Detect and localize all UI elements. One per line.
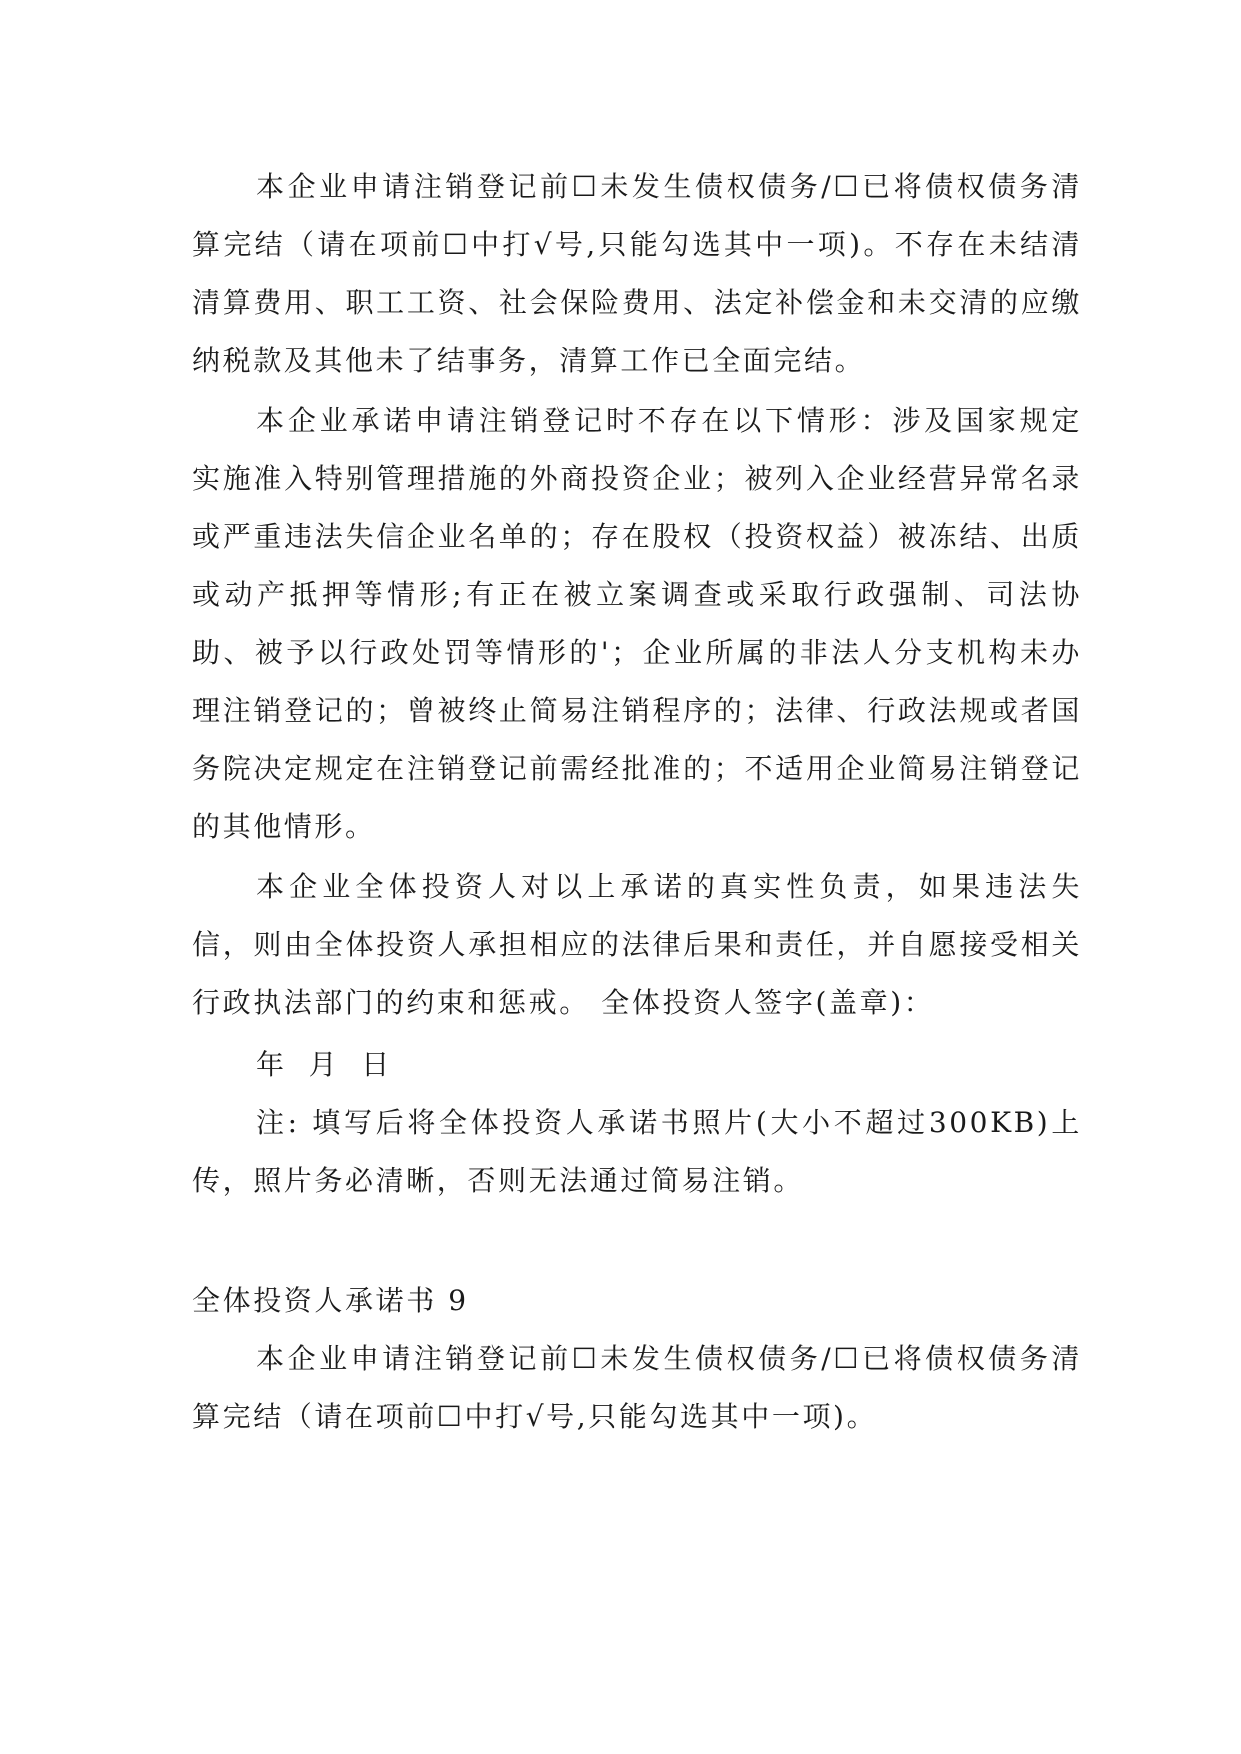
date-year: 年	[256, 1048, 287, 1081]
document-page	[192, 158, 1082, 1446]
section-clearance-paragraph: 本企业申请注销登记前☐未发生债权债务/☐已将债权债务清算完结（请在项前☐中打√号,只能勾选其中一项)。	[192, 1342, 1082, 1433]
upload-note: 注: 填写后将全体投资人承诺书照片(大小不超过300KB)上传，照片务必清晰，否则无法通过简易注销。	[192, 1106, 1082, 1197]
date-month: 月	[308, 1048, 340, 1081]
exclusion-paragraph: 本企业承诺申请注销登记时不存在以下情形：涉及国家规定实施准入特别管理措施的外商投资企业；被列入企业经营异常名录或严重违法失信企业名单的；存在股权（投资权益）被冻结、出质或动产抵押等情形;有正在被立案调查或采取行政强制、司法协助、被予以行政处罚等情形的'；企业所属的非法人分支机构未办理注销登记的；曾被终止简易注销程序的；法律、行政法规或者国务院决定规定在注销登记前需经批准的；不适用企业简易注销登记的其他情形。	[192, 404, 1082, 843]
section-heading: 全体投资人承诺书 9	[192, 1284, 469, 1317]
signature-date	[192, 1036, 1082, 1094]
date-day: 日	[361, 1048, 392, 1081]
clearance-paragraph: 本企业申请注销登记前☐未发生债权债务/☐已将债权债务清算完结（请在项前☐中打√号,只能勾选其中一项)。不存在未结清清算费用、职工工资、社会保险费用、法定补偿金和未交清的应缴纳税款及其他未了结事务，清算工作已全面完结。	[192, 170, 1082, 377]
responsibility-paragraph: 本企业全体投资人对以上承诺的真实性负责，如果违法失信，则由全体投资人承担相应的法律后果和责任，并自愿接受相关行政执法部门的约束和惩戒。 全体投资人签字(盖章)：	[192, 870, 1082, 1019]
